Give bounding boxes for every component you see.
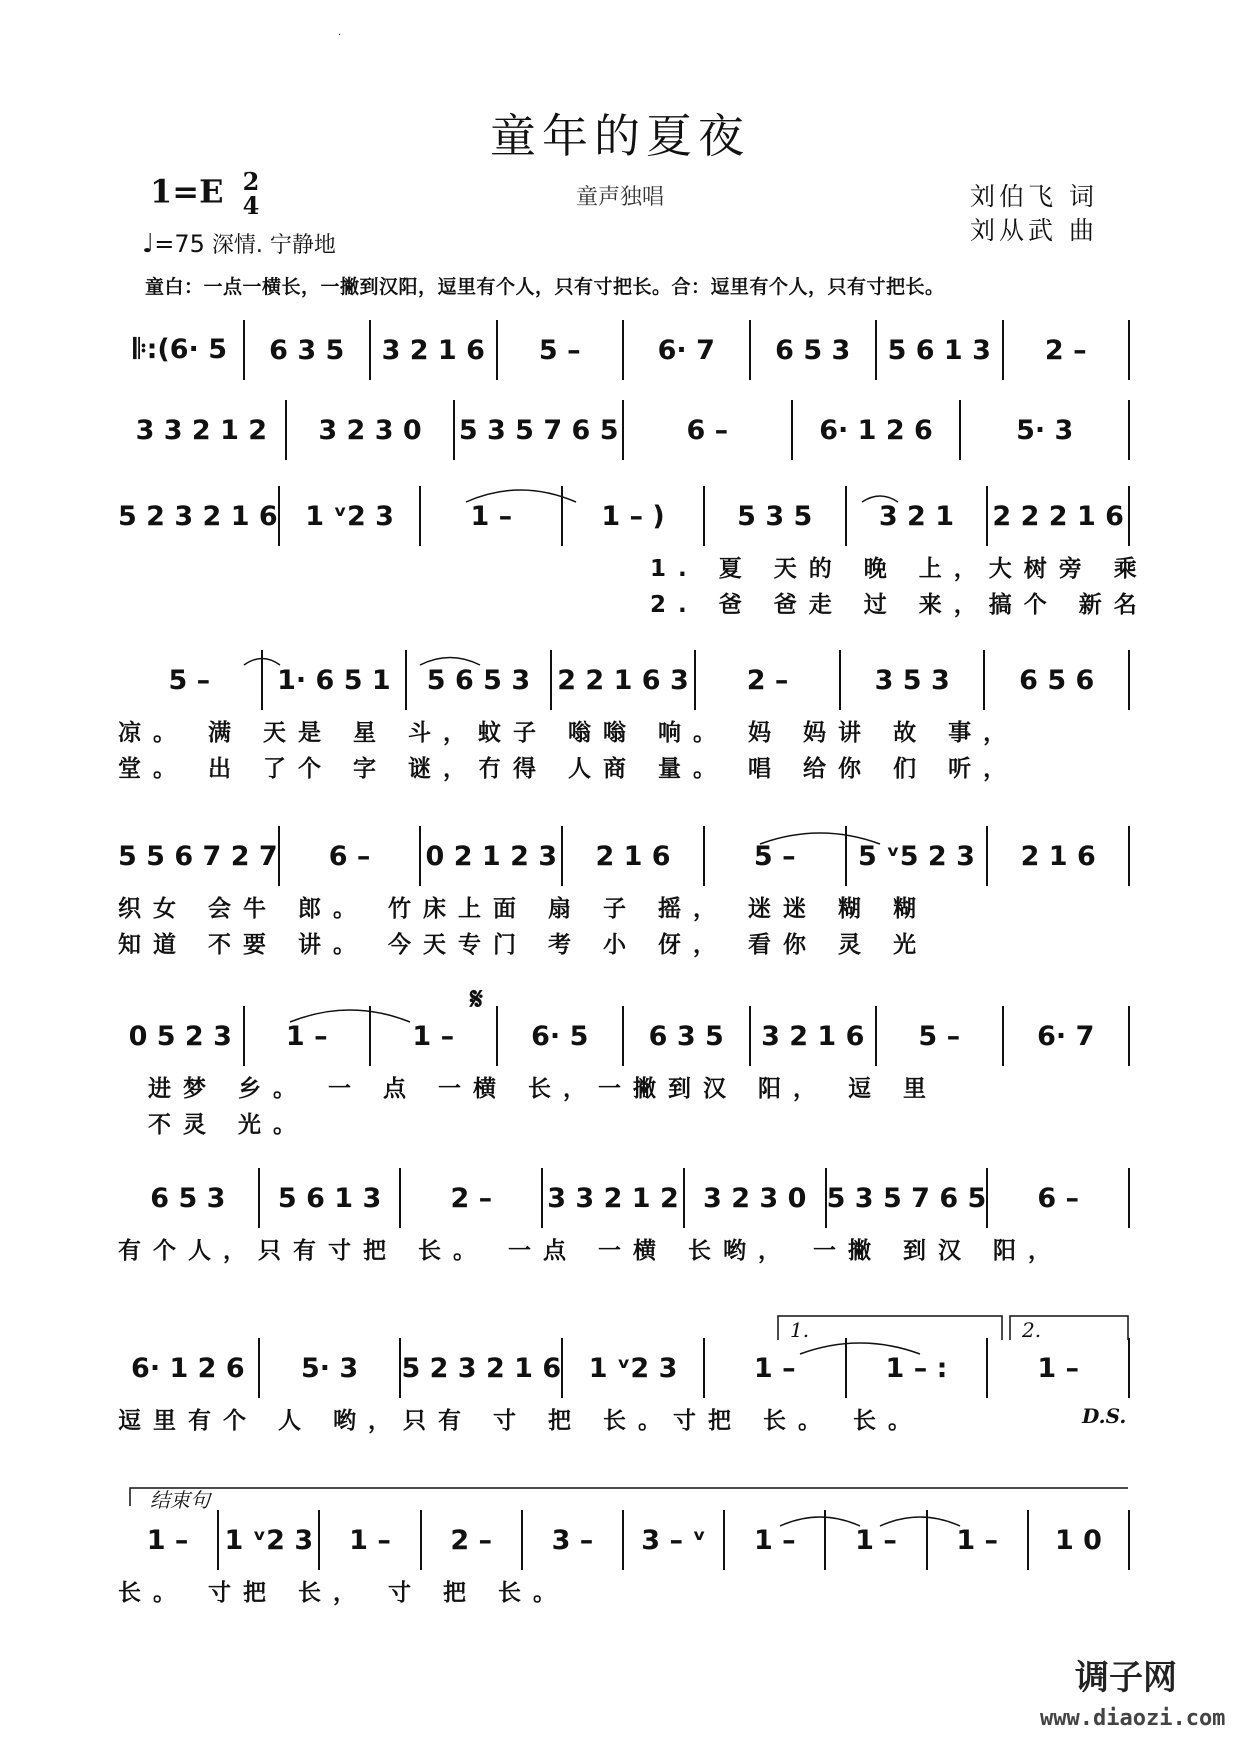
measure: 2 2 2 1 6	[986, 486, 1130, 546]
lyric-verse-1: 凉。 满 天是 星 斗，蚊子 嗡嗡 响。 妈 妈讲 故 事，	[118, 720, 1019, 746]
measure: 1 –	[318, 1510, 419, 1570]
lyric-verse-1: 1. 夏 天的 晚 上，大树旁 乘	[650, 556, 1149, 582]
measure: 5 6 5 3	[405, 650, 550, 710]
measure: 1 –	[146, 1524, 189, 1556]
measure: 6 –	[278, 826, 420, 886]
measure: 5 –	[168, 664, 211, 696]
measure: 2 –	[1002, 320, 1131, 380]
tie-arc	[244, 659, 280, 666]
measure: 2 1 6	[986, 826, 1130, 886]
measure: 3 2 3 0	[285, 400, 454, 460]
measure: 6 5 6	[983, 650, 1130, 710]
lyric-verse-2: 知道 不要 讲。 今天专门 考 小 伢， 看你 灵 光	[118, 932, 929, 958]
segno-sign: 𝄋	[470, 982, 483, 1017]
measure: 1 ᵛ2 3	[217, 1510, 318, 1570]
ending-label: 结束句	[150, 1488, 210, 1512]
measure: 1 0	[1027, 1510, 1130, 1570]
measure: 1 –	[986, 1338, 1130, 1398]
measure: 1 –	[243, 1006, 370, 1066]
performance-type: 童声独唱	[575, 185, 664, 210]
measure: 3 3 2 1 2	[135, 414, 268, 446]
narration-line: 童白：一点一横长，一撇到汉阳，逗里有个人，只有寸把长。合：逗里有个人，只有寸把长。	[145, 276, 945, 298]
measure: 6· 7	[1002, 1006, 1131, 1066]
measure: 1 – :	[845, 1338, 987, 1398]
tempo-value: =75	[154, 230, 205, 258]
measure: 2 –	[420, 1510, 521, 1570]
measure: 6 –	[986, 1168, 1130, 1228]
measure: 6 –	[622, 400, 791, 460]
tie-arc	[880, 1517, 960, 1526]
tie-arc	[290, 1010, 410, 1022]
measure: 0 2 1 2 3	[419, 826, 561, 886]
measure: 6· 1 2 6	[791, 400, 960, 460]
tempo-text: 深情. 宁静地	[211, 233, 336, 258]
volta-2-label: 2.	[1022, 1318, 1042, 1342]
measure: 1 –	[926, 1510, 1027, 1570]
time-bottom: 4	[242, 191, 260, 220]
measure: 5 ᵛ5 2 3	[845, 826, 987, 886]
measure: 3 2 1 6	[369, 320, 496, 380]
measure: 6 5 3	[749, 320, 876, 380]
key-text: 1=E	[150, 172, 224, 211]
measure: 5· 3	[258, 1338, 400, 1398]
measure: 5 5 6 7 2 7	[118, 840, 278, 872]
composer: 刘从武 曲	[970, 216, 1098, 245]
measure: 6 5 3	[150, 1182, 226, 1214]
volta-1-bracket	[778, 1316, 1002, 1340]
measure: 5 2 3 2 1 6	[399, 1338, 561, 1398]
measure: 2 –	[694, 650, 839, 710]
measure: 3 3 2 1 2	[541, 1168, 683, 1228]
measure: 5 3 5 7 6 5	[825, 1168, 987, 1228]
measure: 1 ᵛ2 3	[278, 486, 420, 546]
measure: 1 – )	[561, 486, 703, 546]
measure: 2 2 1 6 3	[550, 650, 695, 710]
measure: 5 6 1 3	[258, 1168, 400, 1228]
quarter-note-icon: ♩	[142, 229, 155, 259]
measure: 1 –	[824, 1510, 925, 1570]
measure: 1· 6 5 1	[261, 650, 406, 710]
measure: 3 2 3 0	[683, 1168, 825, 1228]
measure: 5 –	[496, 320, 623, 380]
measure: 1 –	[369, 1006, 496, 1066]
lyricist: 刘伯飞 词	[970, 182, 1098, 211]
lyric-verse-1: 进梦 乡。 一 点 一横 长，一撇到汉 阳， 逗 里	[148, 1076, 939, 1102]
measure: 5 2 3 2 1 6	[118, 500, 278, 532]
volta-1-label: 1.	[790, 1318, 810, 1342]
watermark-logo: 调子网	[1075, 1658, 1177, 1698]
measure: 2 –	[399, 1168, 541, 1228]
measure: 1 ᵛ2 3	[561, 1338, 703, 1398]
tie-arc	[780, 1517, 860, 1526]
tie-arc	[862, 496, 898, 502]
measure: 1 –	[723, 1510, 824, 1570]
measure: 6· 5	[496, 1006, 623, 1066]
lyric-verse-2: 堂。 出 了个 字 谜，冇得 人商 量。 唱 给你 们 听，	[118, 756, 1019, 782]
measure: 5 6 1 3	[875, 320, 1002, 380]
measure: 3 2 1 6	[749, 1006, 876, 1066]
measure: 3 2 1	[845, 486, 987, 546]
measure: 6 3 5	[243, 320, 370, 380]
volta-2-bracket	[1010, 1316, 1128, 1340]
measure: 0 5 2 3	[128, 1020, 232, 1052]
lyric-verse-2: 不灵 光。	[148, 1112, 309, 1138]
stray-dot: ·	[338, 30, 342, 41]
tie-arc	[760, 833, 880, 844]
tie-arc	[420, 658, 480, 666]
measure: 1 –	[419, 486, 561, 546]
measure: 5 3 5	[703, 486, 845, 546]
measure: 3 –	[521, 1510, 622, 1570]
measure: 6· 1 2 6	[131, 1352, 245, 1384]
measure: 1 –	[703, 1338, 845, 1398]
ds-marking: D.S.	[1082, 1404, 1127, 1428]
measure: 6 3 5	[622, 1006, 749, 1066]
measure: 3 5 3	[839, 650, 984, 710]
lyric-verse-2: 2. 爸 爸走 过 来，搞个 新名	[650, 592, 1149, 618]
tie-arc	[466, 490, 576, 502]
measure: 3 – ᵛ	[622, 1510, 723, 1570]
measure: 2 1 6	[561, 826, 703, 886]
ending-bracket	[130, 1488, 1128, 1506]
measure: 𝄆:(6· 5	[133, 334, 227, 365]
lyric-line: 有个人，只有寸把 长。 一点 一横 长哟， 一撇 到汉 阳，	[118, 1238, 1064, 1264]
watermark-url: www.diaozi.com	[1040, 1706, 1226, 1731]
song-title: 童年的夏夜	[490, 109, 750, 163]
lyric-line: 长。 寸把 长， 寸 把 长。	[118, 1580, 569, 1606]
measure: 5· 3	[959, 400, 1130, 460]
lyric-line: 逗里有个 人 哟，只有 寸 把 长。寸把 长。 长。	[118, 1408, 924, 1434]
measure: 5 –	[875, 1006, 1002, 1066]
measure: 6· 7	[622, 320, 749, 380]
measure: 5 –	[703, 826, 845, 886]
measure: 5 3 5 7 6 5	[453, 400, 622, 460]
tie-arc	[800, 1343, 920, 1354]
lyric-verse-1: 织女 会牛 郎。 竹床上面 扇 子 摇， 迷迷 糊 糊	[118, 896, 929, 922]
time-top: 2	[242, 167, 260, 196]
